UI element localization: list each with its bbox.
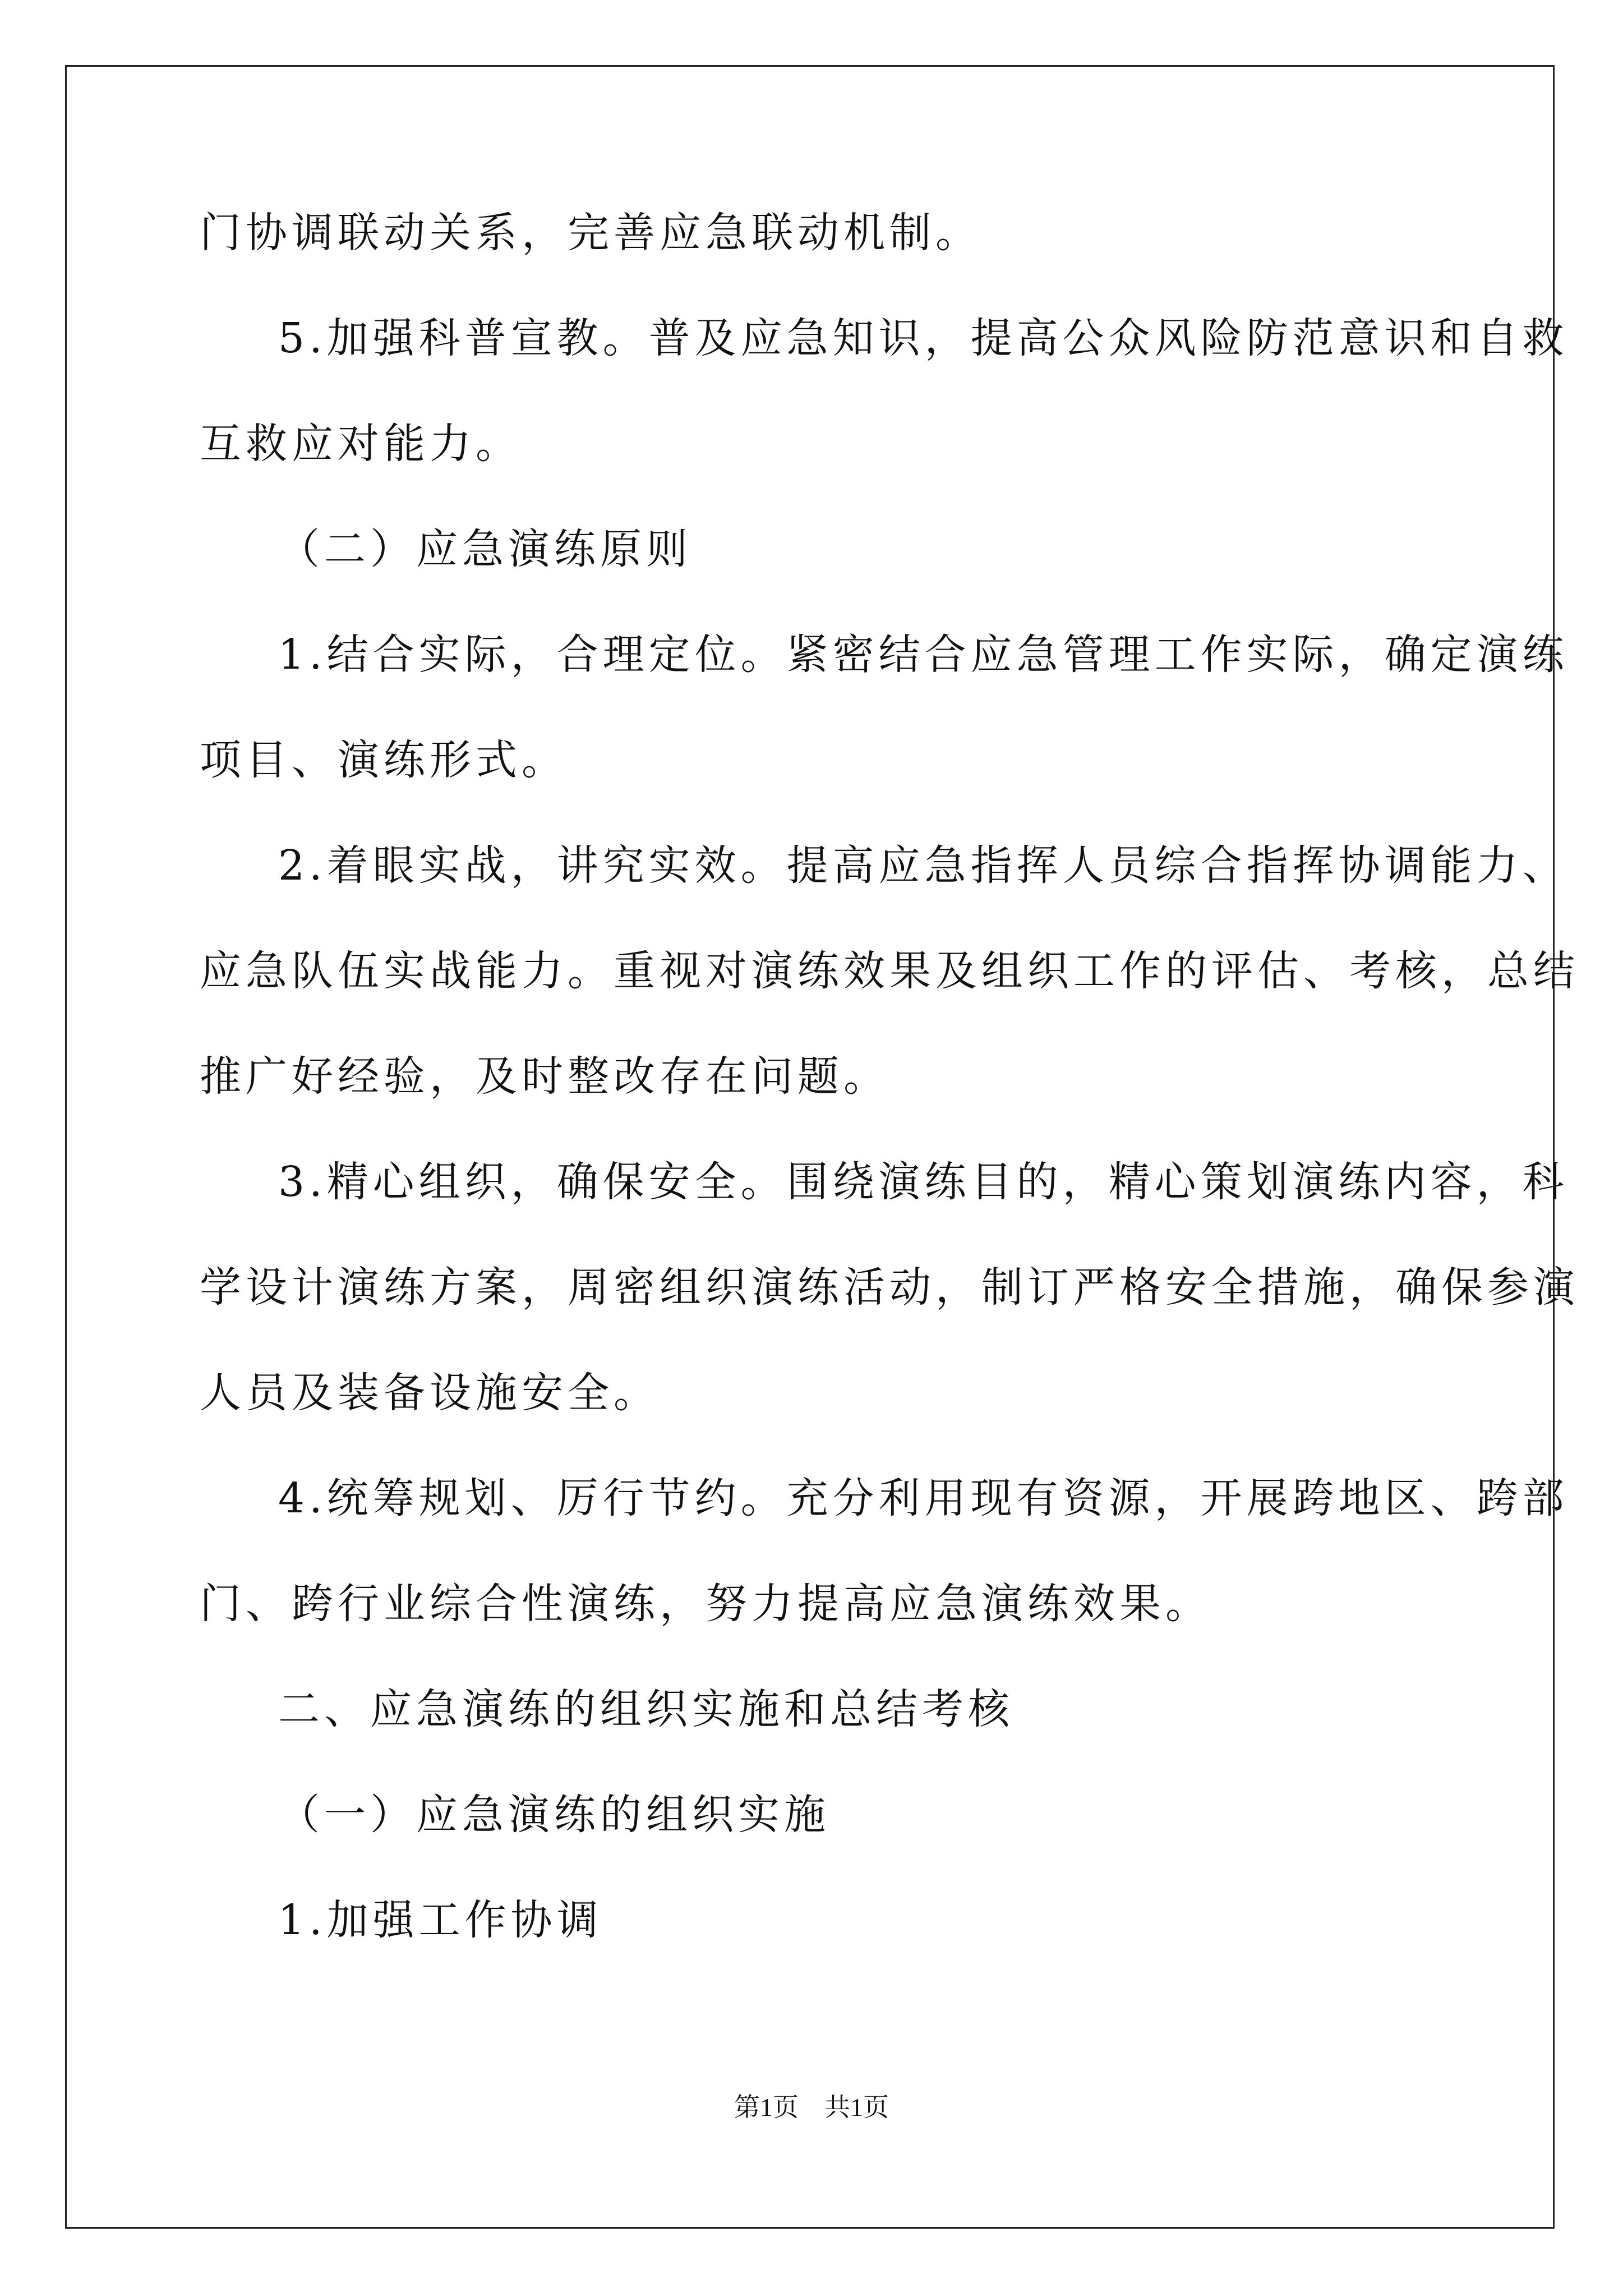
- section-heading: （二）应急演练原则: [278, 525, 692, 573]
- text-line: 互救应对能力。: [200, 420, 522, 468]
- text-line: 项目、演练形式。: [200, 736, 568, 784]
- text-line: 3.精心组织，确保安全。围绕演练目的，精心策划演练内容，科: [278, 1158, 1569, 1206]
- text-line: 推广好经验，及时整改存在问题。: [200, 1052, 889, 1101]
- section-heading: （一）应急演练的组织实施: [278, 1791, 830, 1839]
- page-number: 第1页 共1页: [734, 2093, 889, 2122]
- text-line: 门、跨行业综合性演练，努力提高应急演练效果。: [200, 1580, 1211, 1628]
- text-line: 5.加强科普宣教。普及应急知识，提高公众风险防范意识和自救: [278, 314, 1569, 362]
- text-line: 4.统筹规划、厉行节约。充分利用现有资源，开展跨地区、跨部: [278, 1474, 1569, 1522]
- text-line: 门协调联动关系，完善应急联动机制。: [200, 209, 981, 257]
- text-line: 2.着眼实战，讲究实效。提高应急指挥人员综合指挥协调能力、: [278, 841, 1569, 890]
- text-line: 应急队伍实战能力。重视对演练效果及组织工作的评估、考核，总结: [200, 947, 1579, 995]
- section-heading: 二、应急演练的组织实施和总结考核: [278, 1685, 1014, 1733]
- text-line: 人员及装备设施安全。: [200, 1369, 660, 1417]
- text-line: 1.加强工作协调: [278, 1896, 603, 1944]
- text-line: 1.结合实际，合理定位。紧密结合应急管理工作实际，确定演练: [278, 631, 1569, 679]
- text-line: 学设计演练方案，周密组织演练活动，制订严格安全措施，确保参演: [200, 1263, 1579, 1312]
